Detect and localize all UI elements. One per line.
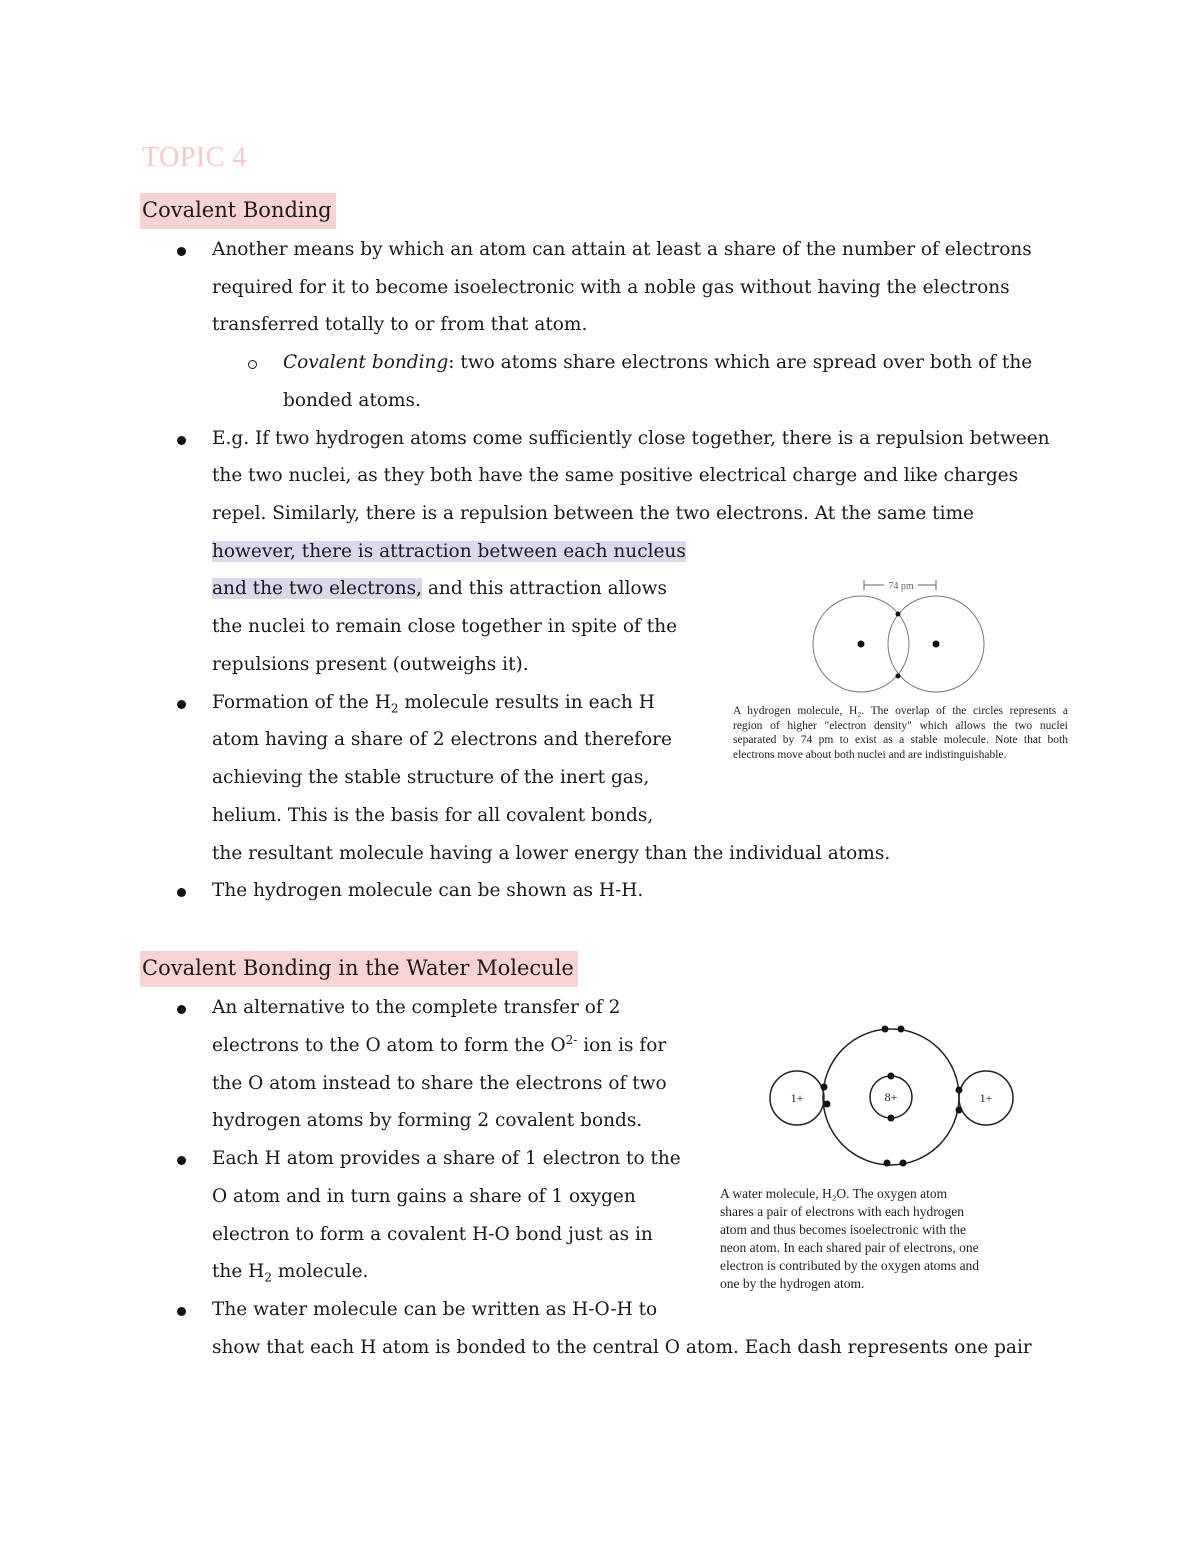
caption-line: neon atom. In each shared pair of electrons, one	[720, 1240, 979, 1255]
highlight-text: however, there is attraction between each nucleus	[212, 541, 686, 562]
bullet	[177, 888, 186, 897]
definition-text: : two atoms share electrons which are spread over both of the	[448, 352, 1033, 373]
body-line: helium. This is the basis for all covalent bonds,	[212, 805, 654, 826]
bullet	[177, 1307, 186, 1316]
body-text: the H	[212, 1261, 265, 1282]
body-text: Formation of the H	[212, 692, 391, 713]
bullet	[177, 436, 186, 445]
highlight-text: and the two electrons,	[212, 578, 423, 599]
body-line: transferred totally to or from that atom.	[212, 314, 588, 335]
body-line: The hydrogen molecule can be shown as H-H.	[212, 880, 644, 901]
caption-line: separated by 74 pm to exist as a stable molecule. Note that both	[733, 734, 1068, 746]
section-heading-water-molecule: Covalent Bonding in the Water Molecule	[140, 951, 578, 987]
bond-length-label: 74 pm	[888, 581, 914, 592]
body-line: repel. Similarly, there is a repulsion between the two electrons. At the same time	[212, 503, 974, 524]
body-line	[212, 1034, 666, 1058]
caption-line: electrons move about both nuclei and are indistinguishable.	[733, 748, 1007, 761]
section-heading-covalent-bonding: Covalent Bonding	[140, 193, 336, 229]
body-text: electrons to the O atom to form the O	[212, 1035, 566, 1056]
body-line: O atom and in turn gains a share of 1 oxygen	[212, 1186, 636, 1207]
lone-pair-electron	[882, 1026, 889, 1033]
body-line: bonded atoms.	[283, 390, 421, 411]
shared-electron	[956, 1087, 963, 1094]
body-line: achieving the stable structure of the inert gas,	[212, 767, 650, 788]
body-line: the two nuclei, as they both have the same positive electrical charge and like charges	[212, 465, 1019, 486]
bullet	[177, 1156, 186, 1165]
lone-pair-electron	[884, 1160, 891, 1167]
subscript: 2	[390, 701, 399, 716]
nucleus-left	[858, 641, 865, 648]
inner-electron	[888, 1073, 895, 1080]
body-line: Another means by which an atom can attain at least a share of the number of electrons	[212, 239, 1032, 260]
lone-pair-electron	[900, 1160, 907, 1167]
body-line	[212, 1260, 368, 1284]
caption-line: shares a pair of electrons with each hydrogen	[720, 1204, 965, 1219]
water-molecule-diagram	[760, 1020, 1030, 1175]
body-line	[212, 691, 655, 715]
caption-line: region of higher "electron density" which allows the two nuclei	[733, 719, 1068, 732]
body-text: and this attraction allows	[422, 578, 667, 599]
body-line: show that each H atom is bonded to the central O atom. Each dash represents one pair	[212, 1337, 1032, 1358]
body-line: E.g. If two hydrogen atoms come sufficiently close together, there is a repulsion between	[212, 428, 1050, 449]
body-text: ion is for	[577, 1035, 667, 1056]
body-line	[212, 577, 667, 601]
hydrogen-figure-caption	[733, 704, 1068, 762]
body-line	[283, 351, 1032, 375]
body-line: required for it to become isoelectronic with a noble gas without having the electrons	[212, 277, 1010, 298]
body-text: molecule.	[271, 1261, 369, 1282]
oxygen-charge-label: 8+	[884, 1090, 898, 1104]
caption-line: electron is contributed by the oxygen atoms and	[720, 1258, 980, 1273]
body-line: hydrogen atoms by forming 2 covalent bonds.	[212, 1110, 643, 1131]
sub-bullet	[248, 360, 257, 369]
bullet	[177, 700, 186, 709]
term-covalent-bonding: Covalent bonding	[283, 352, 449, 373]
body-line: The water molecule can be written as H-O-H to	[212, 1299, 658, 1320]
hydrogen-charge-label: 1+	[790, 1091, 804, 1105]
body-line: the nuclei to remain close together in spite of the	[212, 616, 678, 637]
electron-bottom	[896, 674, 901, 679]
body-line: the resultant molecule having a lower energy than the individual atoms.	[212, 843, 891, 864]
bullet	[177, 247, 186, 256]
electron-top	[896, 612, 901, 617]
shared-electron	[956, 1107, 963, 1114]
shared-electron	[824, 1101, 831, 1108]
body-text: molecule results in each H	[398, 692, 655, 713]
caption-line: A water molecule, H₂O. The oxygen atom	[720, 1186, 948, 1201]
shared-electron	[821, 1084, 828, 1091]
subscript: 2	[264, 1270, 272, 1285]
body-line: repulsions present (outweighs it).	[212, 654, 529, 675]
hydrogen-charge-label: 1+	[979, 1091, 993, 1105]
topic-title: TOPIC 4	[142, 142, 247, 173]
caption-line: one by the hydrogen atom.	[720, 1276, 865, 1291]
caption-line: A hydrogen molecule, H₂. The overlap of the circles represents a	[733, 705, 1068, 717]
inner-electron	[888, 1115, 895, 1122]
superscript: 2-	[565, 1032, 578, 1047]
caption-line: atom and thus becomes isoelectronic with the	[720, 1222, 966, 1237]
body-line: the O atom instead to share the electrons of two	[212, 1073, 667, 1094]
nucleus-right	[933, 641, 940, 648]
body-line: electron to form a covalent H-O bond just as in	[212, 1224, 653, 1245]
water-figure-caption	[720, 1185, 979, 1293]
body-line	[212, 540, 686, 564]
body-line: atom having a share of 2 electrons and therefore	[212, 729, 672, 750]
body-line: An alternative to the complete transfer of 2	[212, 997, 621, 1018]
hydrogen-molecule-diagram	[800, 572, 1000, 697]
body-line: Each H atom provides a share of 1 electron to the	[212, 1148, 681, 1169]
lone-pair-electron	[898, 1026, 905, 1033]
bullet	[177, 1005, 186, 1014]
